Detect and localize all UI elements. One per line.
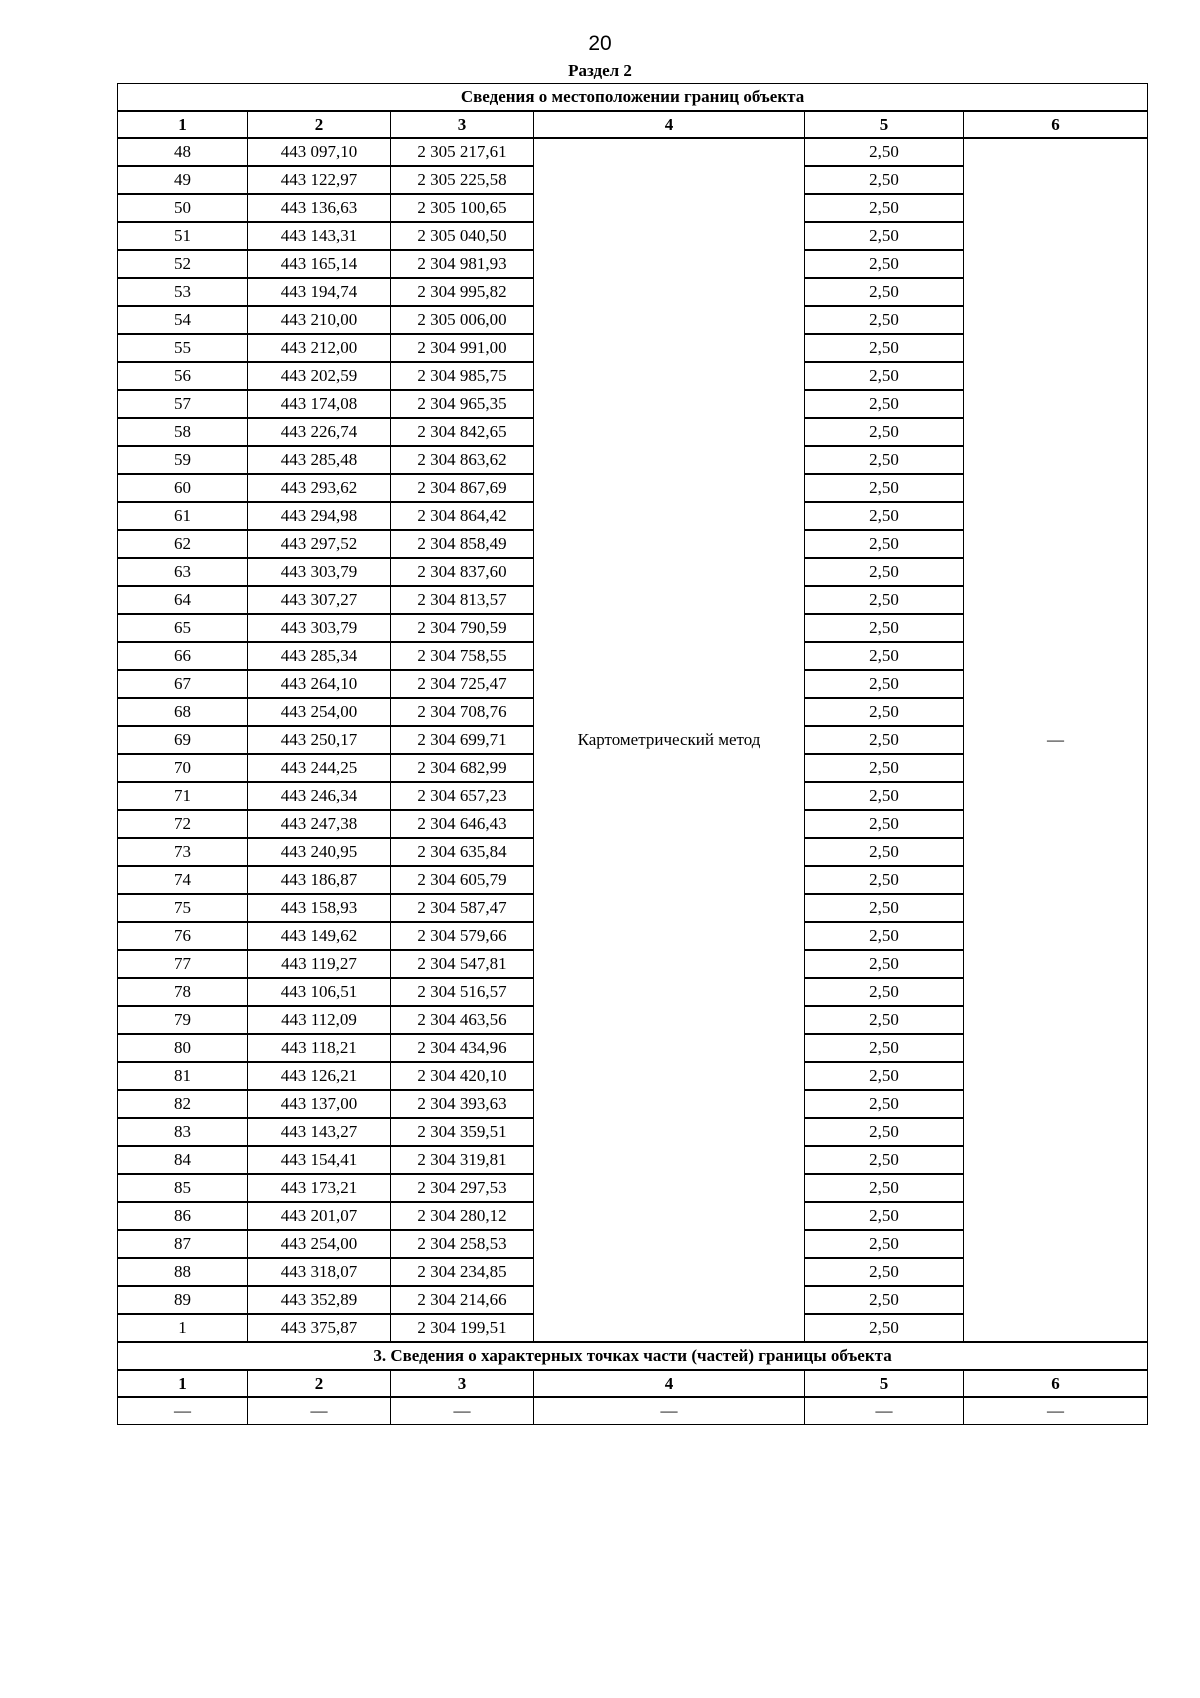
column-header: 5	[805, 111, 964, 138]
x-coordinate-cell: 443 212,00	[248, 334, 391, 362]
y-coordinate-cell: 2 304 359,51	[391, 1118, 534, 1146]
accuracy-cell: 2,50	[805, 278, 964, 306]
y-coordinate-cell: 2 304 434,96	[391, 1034, 534, 1062]
point-number-cell: 85	[118, 1174, 248, 1202]
column-header: 1	[118, 1370, 248, 1397]
accuracy-cell: 2,50	[805, 1006, 964, 1034]
accuracy-cell: 2,50	[805, 306, 964, 334]
column-header: 2	[248, 111, 391, 138]
x-coordinate-cell: 443 264,10	[248, 670, 391, 698]
point-number-cell: 70	[118, 754, 248, 782]
y-coordinate-cell: 2 304 682,99	[391, 754, 534, 782]
point-number-cell: 68	[118, 698, 248, 726]
point-number-cell: 64	[118, 586, 248, 614]
accuracy-cell: 2,50	[805, 978, 964, 1006]
empty-dash-cell: —	[964, 1397, 1148, 1425]
table-title: Сведения о местоположении границ объекта	[118, 84, 1148, 112]
empty-dash-cell: —	[118, 1397, 248, 1425]
page-number: 20	[588, 32, 612, 55]
point-number-cell: 50	[118, 194, 248, 222]
x-coordinate-cell: 443 143,31	[248, 222, 391, 250]
x-coordinate-cell: 443 122,97	[248, 166, 391, 194]
point-number-cell: 63	[118, 558, 248, 586]
point-number-cell: 88	[118, 1258, 248, 1286]
accuracy-cell: 2,50	[805, 698, 964, 726]
point-number-cell: 81	[118, 1062, 248, 1090]
point-number-cell: 49	[118, 166, 248, 194]
x-coordinate-cell: 443 352,89	[248, 1286, 391, 1314]
y-coordinate-cell: 2 305 217,61	[391, 138, 534, 166]
accuracy-cell: 2,50	[805, 1062, 964, 1090]
accuracy-cell: 2,50	[805, 1286, 964, 1314]
x-coordinate-cell: 443 307,27	[248, 586, 391, 614]
accuracy-cell: 2,50	[805, 502, 964, 530]
x-coordinate-cell: 443 112,09	[248, 1006, 391, 1034]
boundary-table	[117, 83, 1148, 1425]
accuracy-cell: 2,50	[805, 474, 964, 502]
x-coordinate-cell: 443 173,21	[248, 1174, 391, 1202]
point-number-cell: 58	[118, 418, 248, 446]
point-number-cell: 48	[118, 138, 248, 166]
point-number-cell: 71	[118, 782, 248, 810]
x-coordinate-cell: 443 165,14	[248, 250, 391, 278]
y-coordinate-cell: 2 305 006,00	[391, 306, 534, 334]
accuracy-cell: 2,50	[805, 1314, 964, 1342]
y-coordinate-cell: 2 304 867,69	[391, 474, 534, 502]
y-coordinate-cell: 2 305 225,58	[391, 166, 534, 194]
point-number-cell: 1	[118, 1314, 248, 1342]
section3-title: 3. Сведения о характерных точках части (частей) границы объекта	[118, 1342, 1148, 1370]
x-coordinate-cell: 443 254,00	[248, 698, 391, 726]
x-coordinate-cell: 443 202,59	[248, 362, 391, 390]
x-coordinate-cell: 443 194,74	[248, 278, 391, 306]
y-coordinate-cell: 2 304 635,84	[391, 838, 534, 866]
accuracy-cell: 2,50	[805, 166, 964, 194]
column6-cell: —	[964, 138, 1148, 1342]
empty-dash-cell: —	[391, 1397, 534, 1425]
accuracy-cell: 2,50	[805, 390, 964, 418]
column-header: 5	[805, 1370, 964, 1397]
accuracy-cell: 2,50	[805, 642, 964, 670]
y-coordinate-cell: 2 304 605,79	[391, 866, 534, 894]
column-header: 6	[964, 1370, 1148, 1397]
method-cell: Картометрический метод	[534, 138, 805, 1342]
column-header: 4	[534, 111, 805, 138]
y-coordinate-cell: 2 305 040,50	[391, 222, 534, 250]
y-coordinate-cell: 2 304 319,81	[391, 1146, 534, 1174]
accuracy-cell: 2,50	[805, 894, 964, 922]
accuracy-cell: 2,50	[805, 754, 964, 782]
header-row	[118, 111, 1148, 138]
x-coordinate-cell: 443 294,98	[248, 502, 391, 530]
accuracy-cell: 2,50	[805, 446, 964, 474]
point-number-cell: 59	[118, 446, 248, 474]
accuracy-cell: 2,50	[805, 866, 964, 894]
column-header: 4	[534, 1370, 805, 1397]
section3-row	[118, 1397, 1148, 1425]
y-coordinate-cell: 2 304 199,51	[391, 1314, 534, 1342]
point-number-cell: 84	[118, 1146, 248, 1174]
accuracy-cell: 2,50	[805, 418, 964, 446]
column-header: 2	[248, 1370, 391, 1397]
point-number-cell: 69	[118, 726, 248, 754]
x-coordinate-cell: 443 118,21	[248, 1034, 391, 1062]
x-coordinate-cell: 443 174,08	[248, 390, 391, 418]
x-coordinate-cell: 443 375,87	[248, 1314, 391, 1342]
column-header: 1	[118, 111, 248, 138]
point-number-cell: 79	[118, 1006, 248, 1034]
point-number-cell: 75	[118, 894, 248, 922]
y-coordinate-cell: 2 304 234,85	[391, 1258, 534, 1286]
point-number-cell: 65	[118, 614, 248, 642]
accuracy-cell: 2,50	[805, 670, 964, 698]
x-coordinate-cell: 443 149,62	[248, 922, 391, 950]
x-coordinate-cell: 443 285,34	[248, 642, 391, 670]
x-coordinate-cell: 443 201,07	[248, 1202, 391, 1230]
x-coordinate-cell: 443 126,21	[248, 1062, 391, 1090]
y-coordinate-cell: 2 304 725,47	[391, 670, 534, 698]
point-number-cell: 60	[118, 474, 248, 502]
point-number-cell: 73	[118, 838, 248, 866]
column-header: 6	[964, 111, 1148, 138]
accuracy-cell: 2,50	[805, 138, 964, 166]
point-number-cell: 89	[118, 1286, 248, 1314]
accuracy-cell: 2,50	[805, 810, 964, 838]
accuracy-cell: 2,50	[805, 362, 964, 390]
y-coordinate-cell: 2 304 985,75	[391, 362, 534, 390]
accuracy-cell: 2,50	[805, 250, 964, 278]
x-coordinate-cell: 443 297,52	[248, 530, 391, 558]
y-coordinate-cell: 2 304 393,63	[391, 1090, 534, 1118]
point-number-cell: 57	[118, 390, 248, 418]
accuracy-cell: 2,50	[805, 614, 964, 642]
empty-dash-cell: —	[805, 1397, 964, 1425]
x-coordinate-cell: 443 250,17	[248, 726, 391, 754]
accuracy-cell: 2,50	[805, 1118, 964, 1146]
y-coordinate-cell: 2 304 858,49	[391, 530, 534, 558]
y-coordinate-cell: 2 304 991,00	[391, 334, 534, 362]
accuracy-cell: 2,50	[805, 922, 964, 950]
x-coordinate-cell: 443 210,00	[248, 306, 391, 334]
x-coordinate-cell: 443 186,87	[248, 866, 391, 894]
x-coordinate-cell: 443 136,63	[248, 194, 391, 222]
x-coordinate-cell: 443 158,93	[248, 894, 391, 922]
y-coordinate-cell: 2 304 214,66	[391, 1286, 534, 1314]
column-header: 3	[391, 111, 534, 138]
y-coordinate-cell: 2 304 813,57	[391, 586, 534, 614]
accuracy-cell: 2,50	[805, 1258, 964, 1286]
point-number-cell: 80	[118, 1034, 248, 1062]
x-coordinate-cell: 443 303,79	[248, 558, 391, 586]
y-coordinate-cell: 2 304 981,93	[391, 250, 534, 278]
accuracy-cell: 2,50	[805, 726, 964, 754]
accuracy-cell: 2,50	[805, 782, 964, 810]
accuracy-cell: 2,50	[805, 586, 964, 614]
x-coordinate-cell: 443 246,34	[248, 782, 391, 810]
y-coordinate-cell: 2 304 863,62	[391, 446, 534, 474]
x-coordinate-cell: 443 240,95	[248, 838, 391, 866]
point-number-cell: 62	[118, 530, 248, 558]
y-coordinate-cell: 2 304 708,76	[391, 698, 534, 726]
x-coordinate-cell: 443 303,79	[248, 614, 391, 642]
accuracy-cell: 2,50	[805, 1090, 964, 1118]
point-number-cell: 66	[118, 642, 248, 670]
point-number-cell: 77	[118, 950, 248, 978]
y-coordinate-cell: 2 304 699,71	[391, 726, 534, 754]
point-number-cell: 82	[118, 1090, 248, 1118]
accuracy-cell: 2,50	[805, 1230, 964, 1258]
x-coordinate-cell: 443 226,74	[248, 418, 391, 446]
x-coordinate-cell: 443 119,27	[248, 950, 391, 978]
point-number-cell: 78	[118, 978, 248, 1006]
y-coordinate-cell: 2 304 516,57	[391, 978, 534, 1006]
accuracy-cell: 2,50	[805, 530, 964, 558]
point-number-cell: 55	[118, 334, 248, 362]
y-coordinate-cell: 2 304 280,12	[391, 1202, 534, 1230]
point-number-cell: 56	[118, 362, 248, 390]
x-coordinate-cell: 443 254,00	[248, 1230, 391, 1258]
point-number-cell: 72	[118, 810, 248, 838]
y-coordinate-cell: 2 304 297,53	[391, 1174, 534, 1202]
y-coordinate-cell: 2 304 965,35	[391, 390, 534, 418]
y-coordinate-cell: 2 304 587,47	[391, 894, 534, 922]
point-number-cell: 67	[118, 670, 248, 698]
table-row	[118, 138, 1148, 166]
y-coordinate-cell: 2 304 758,55	[391, 642, 534, 670]
section3-header-row	[118, 1370, 1148, 1397]
y-coordinate-cell: 2 304 864,42	[391, 502, 534, 530]
y-coordinate-cell: 2 305 100,65	[391, 194, 534, 222]
point-number-cell: 54	[118, 306, 248, 334]
y-coordinate-cell: 2 304 463,56	[391, 1006, 534, 1034]
accuracy-cell: 2,50	[805, 950, 964, 978]
y-coordinate-cell: 2 304 657,23	[391, 782, 534, 810]
accuracy-cell: 2,50	[805, 1202, 964, 1230]
y-coordinate-cell: 2 304 547,81	[391, 950, 534, 978]
point-number-cell: 76	[118, 922, 248, 950]
y-coordinate-cell: 2 304 646,43	[391, 810, 534, 838]
x-coordinate-cell: 443 285,48	[248, 446, 391, 474]
accuracy-cell: 2,50	[805, 222, 964, 250]
empty-dash-cell: —	[534, 1397, 805, 1425]
x-coordinate-cell: 443 137,00	[248, 1090, 391, 1118]
point-number-cell: 53	[118, 278, 248, 306]
point-number-cell: 86	[118, 1202, 248, 1230]
y-coordinate-cell: 2 304 579,66	[391, 922, 534, 950]
accuracy-cell: 2,50	[805, 1034, 964, 1062]
x-coordinate-cell: 443 097,10	[248, 138, 391, 166]
column-header: 3	[391, 1370, 534, 1397]
point-number-cell: 52	[118, 250, 248, 278]
x-coordinate-cell: 443 143,27	[248, 1118, 391, 1146]
x-coordinate-cell: 443 154,41	[248, 1146, 391, 1174]
x-coordinate-cell: 443 318,07	[248, 1258, 391, 1286]
point-number-cell: 74	[118, 866, 248, 894]
point-number-cell: 51	[118, 222, 248, 250]
y-coordinate-cell: 2 304 995,82	[391, 278, 534, 306]
y-coordinate-cell: 2 304 258,53	[391, 1230, 534, 1258]
x-coordinate-cell: 443 247,38	[248, 810, 391, 838]
accuracy-cell: 2,50	[805, 194, 964, 222]
accuracy-cell: 2,50	[805, 1174, 964, 1202]
point-number-cell: 87	[118, 1230, 248, 1258]
y-coordinate-cell: 2 304 837,60	[391, 558, 534, 586]
y-coordinate-cell: 2 304 790,59	[391, 614, 534, 642]
x-coordinate-cell: 443 293,62	[248, 474, 391, 502]
point-number-cell: 61	[118, 502, 248, 530]
section-label: Раздел 2	[568, 61, 632, 80]
x-coordinate-cell: 443 106,51	[248, 978, 391, 1006]
accuracy-cell: 2,50	[805, 334, 964, 362]
x-coordinate-cell: 443 244,25	[248, 754, 391, 782]
accuracy-cell: 2,50	[805, 558, 964, 586]
accuracy-cell: 2,50	[805, 1146, 964, 1174]
point-number-cell: 83	[118, 1118, 248, 1146]
y-coordinate-cell: 2 304 842,65	[391, 418, 534, 446]
accuracy-cell: 2,50	[805, 838, 964, 866]
empty-dash-cell: —	[248, 1397, 391, 1425]
y-coordinate-cell: 2 304 420,10	[391, 1062, 534, 1090]
